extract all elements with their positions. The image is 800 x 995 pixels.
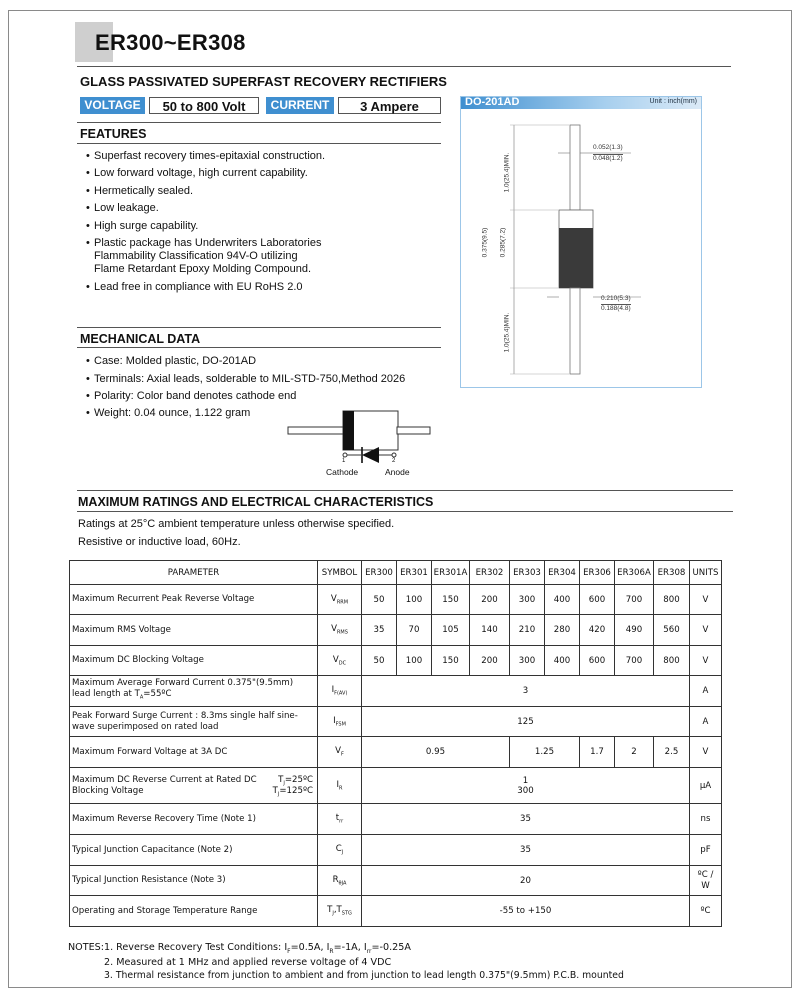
features-top-rule <box>77 122 441 123</box>
lead-dia-min: 0.048(1.2) <box>593 155 623 162</box>
col-symbol: SYMBOL <box>318 561 362 585</box>
current-label: CURRENT <box>266 97 334 114</box>
lead-dia-max: 0.052(1.3) <box>593 144 623 151</box>
table-row: Maximum DC Reverse Current at Rated DC $T_J=25ºC$ Blocking Voltage $T_J=125ºC$ $I_R$ 1 300 µA <box>70 768 722 804</box>
cathode-label: Cathode <box>326 467 359 477</box>
col-units: UNITS <box>690 561 722 585</box>
col-parameter: PARAMETER <box>70 561 318 585</box>
body-dia-max: 0.210(5.3) <box>601 295 631 302</box>
pin1-terminal <box>343 453 347 457</box>
body-dia-min: 0.188(4.8) <box>601 305 631 312</box>
features-heading: FEATURES <box>80 127 147 141</box>
ratings-top-rule <box>77 490 733 491</box>
pin2-label: 2 <box>392 458 396 464</box>
product-subtitle: GLASS PASSIVATED SUPERFAST RECOVERY RECTIFIERS <box>80 74 447 89</box>
lead-right <box>397 427 430 434</box>
col-er302: ER302 <box>470 561 510 585</box>
col-er300: ER300 <box>362 561 397 585</box>
col-er308: ER308 <box>654 561 690 585</box>
table-row: Typical Junction Capacitance (Note 2) $C_J$ 35 pF <box>70 835 722 866</box>
voltage-label: VOLTAGE <box>80 97 145 114</box>
col-er306: ER306 <box>580 561 615 585</box>
page-title: ER300~ER308 <box>95 30 246 55</box>
table-row: Operating and Storage Temperature Range $T_J,T_{STG}$ -55 to +150 ºC <box>70 896 722 927</box>
package-name: DO-201AD <box>465 96 520 108</box>
cathode-band <box>343 411 354 450</box>
pin1-label: 1 <box>342 458 346 464</box>
table-row: Maximum Average Forward Current 0.375"(9.5mm) lead length at $T_A=55ºC$ $I_{F(AV)}$ 3 A <box>70 676 722 707</box>
table-row: Maximum DC Blocking Voltage $V_{DC}$ 50 100 150 200 300 400 600 700 800 V <box>70 646 722 676</box>
ratings-condition-2: Resistive or inductive load, 60Hz. <box>78 536 241 548</box>
lead-length-bottom: 1.0(25.4)MIN. <box>503 312 511 353</box>
table-row: Maximum Forward Voltage at 3A DC $V_F$ 0.95 1.25 1.7 2 2.5 V <box>70 737 722 768</box>
table-row: Maximum RMS Voltage $V_{RMS}$ 35 70 105 140 210 280 420 490 560 V <box>70 615 722 646</box>
title-divider <box>77 66 731 67</box>
lead-left <box>288 427 344 434</box>
package-unit: Unit : inch(mm) <box>649 98 697 105</box>
mechanical-heading: MECHANICAL DATA <box>80 332 201 346</box>
table-row: Typical Junction Resistance (Note 3) $R_{\theta JA}$ 20 ºC / W <box>70 866 722 896</box>
note-2: 2. Measured at 1 MHz and applied reverse voltage of 4 VDC <box>104 957 392 968</box>
mechanical-bottom-rule <box>77 347 441 348</box>
table-row: Maximum Reverse Recovery Time (Note 1) $t_{rr}$ 35 ns <box>70 804 722 835</box>
ratings-condition-1: Ratings at 25°C ambient temperature unless otherwise specified. <box>78 518 395 530</box>
pin2-terminal <box>392 453 396 457</box>
table-header-row <box>70 561 722 585</box>
col-er303: ER303 <box>510 561 545 585</box>
body-length-min: 0.285(7.2) <box>499 227 507 258</box>
table-row: Maximum Recurrent Peak Reverse Voltage $V_{RRM}$ 50 100 150 200 300 400 600 700 800 V <box>70 585 722 615</box>
anode-label: Anode <box>385 467 410 477</box>
col-er301a: ER301A <box>432 561 470 585</box>
ratings-table <box>69 560 722 927</box>
features-bottom-rule <box>77 143 441 144</box>
col-er304: ER304 <box>545 561 580 585</box>
ratings-bottom-rule <box>77 511 733 512</box>
note-3: 3. Thermal resistance from junction to ambient and from junction to lead length 0.375"(9.5mm) P.C.B. mounted <box>104 970 624 981</box>
lead-length-top: 1.0(25.4)MIN. <box>503 152 511 193</box>
body-length: 0.375(9.5) <box>481 227 489 258</box>
col-er306a: ER306A <box>615 561 654 585</box>
current-value: 3 Ampere <box>338 97 441 114</box>
ratings-heading: MAXIMUM RATINGS AND ELECTRICAL CHARACTERISTICS <box>78 495 434 509</box>
col-er301: ER301 <box>397 561 432 585</box>
table-row: Peak Forward Surge Current : 8.3ms single half sine- wave superimposed on rated load $I_{FSM}$ 125 A <box>70 707 722 737</box>
voltage-value: 50 to 800 Volt <box>149 97 259 114</box>
package-drawing <box>461 97 701 387</box>
mechanical-top-rule <box>77 327 441 328</box>
note-1: NOTES:1. Reverse Recovery Test Conditions: $I_F=0.5A$, $I_R=-1A$, $I_{rr}=-0.25A$ <box>68 942 411 955</box>
package-outline-panel <box>460 96 702 388</box>
